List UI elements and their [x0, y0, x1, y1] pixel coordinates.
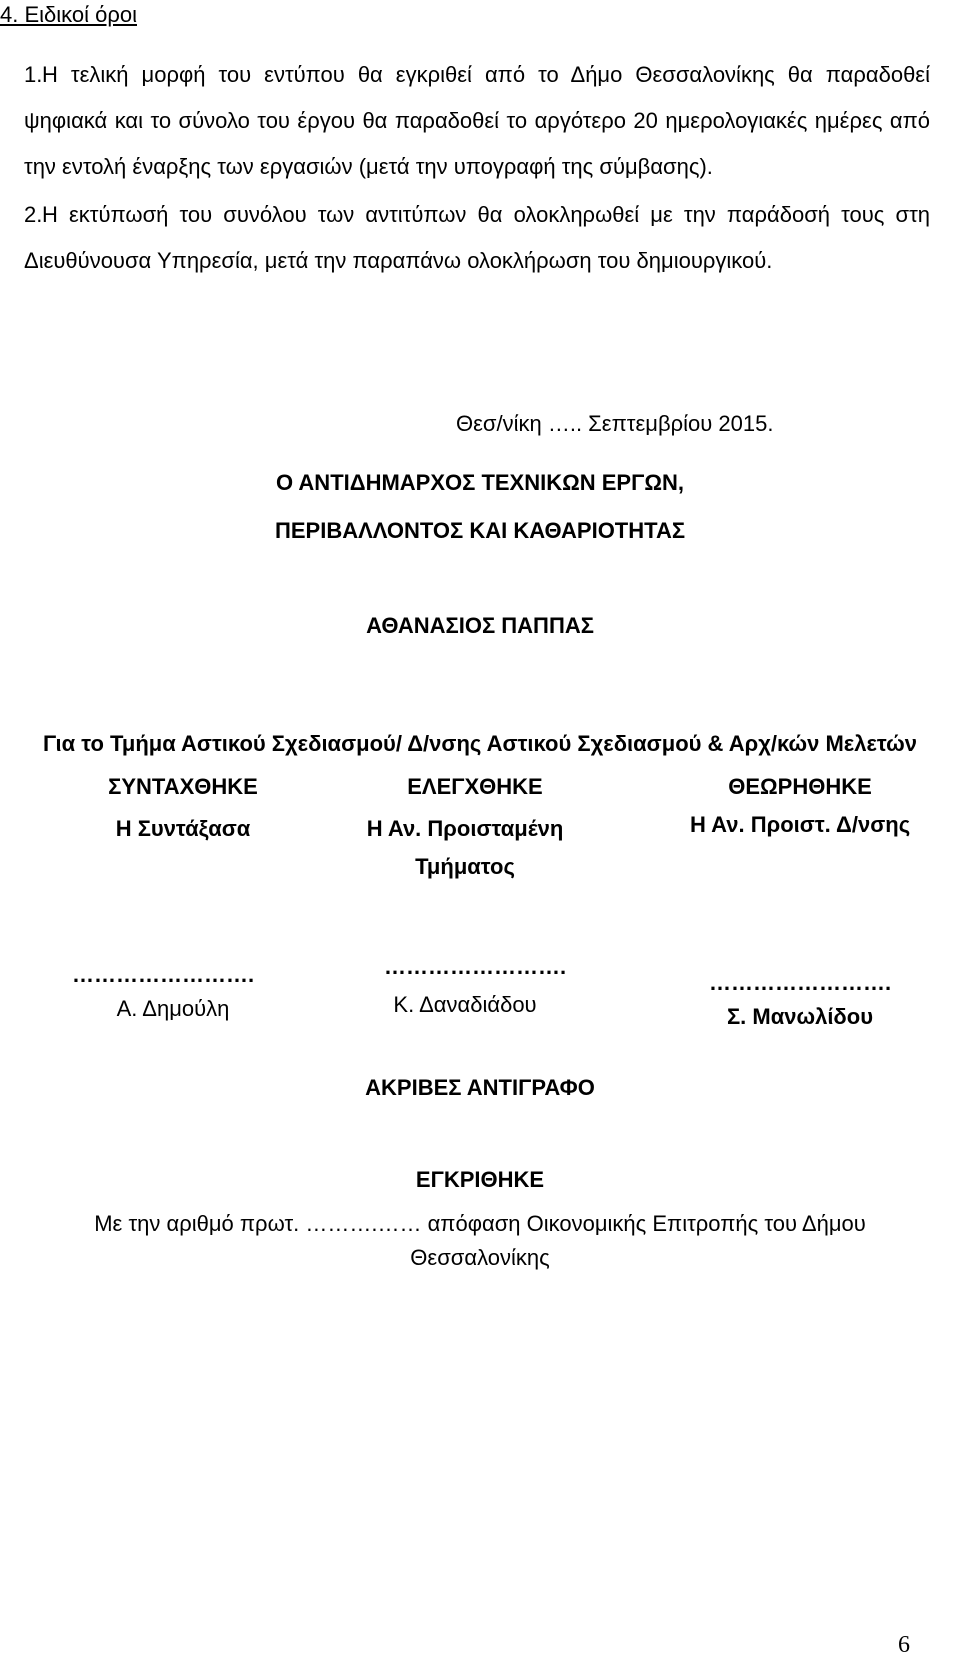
- page-number: 6: [898, 1632, 910, 1658]
- signature-dots: …………………….: [71, 962, 255, 987]
- term-1: [24, 52, 930, 190]
- signature-status: ΕΛΕΓΧΘΗΚΕ: [407, 774, 543, 799]
- signature-status: ΘΕΩΡΗΘΗΚΕ: [728, 774, 872, 799]
- signature-dots: …………………….: [383, 954, 567, 979]
- signature-role: Η Αν. Προιστ. Δ/νσης: [690, 812, 911, 837]
- signature-role-line2: Τμήματος: [415, 854, 515, 879]
- term-1-number: 1.: [24, 62, 43, 87]
- signature-status: ΣΥΝΤΑΧΘΗΚΕ: [108, 774, 258, 799]
- signature-dots: …………………….: [708, 970, 892, 995]
- date-line: Θεσ/νίκη ….. Σεπτεμβρίου 2015.: [456, 411, 774, 436]
- approved-label: ΕΓΚΡΙΘΗΚΕ: [415, 1167, 545, 1192]
- term-2-number: 2.: [24, 202, 43, 227]
- deputy-name: ΑΘΑΝΑΣΙΟΣ ΠΑΠΠΑΣ: [366, 613, 594, 638]
- term-2: [24, 192, 930, 284]
- deputy-title-line2: ΠΕΡΙΒΑΛΛΟΝΤΟΣ ΚΑΙ ΚΑΘΑΡΙΟΤΗΤΑΣ: [274, 518, 686, 543]
- signature-role: Η Αν. Προισταμένη: [366, 816, 564, 841]
- signature-name: Σ. Μανωλίδου: [726, 1004, 874, 1029]
- signature-role: Η Συντάξασα: [115, 816, 251, 841]
- signature-name: Κ. Δαναδιάδου: [393, 992, 537, 1017]
- section-heading: 4. Ειδικοί όροι: [0, 2, 137, 27]
- term-1-text: Η τελική μορφή του εντύπου θα εγκριθεί από το Δήμο Θεσσαλονίκης θα παραδοθεί ψηφιακά και το σύνολο του έργου θα παραδοθεί το αργότερο 20 ημερολογιακές ημέρες από την εντολή έναρξης των εργασιών (μετά την υπογραφή της σύμβασης).: [24, 62, 930, 179]
- exact-copy-label: ΑΚΡΙΒΕΣ ΑΝΤΙΓΡΑΦΟ: [365, 1075, 595, 1100]
- term-2-text: Η εκτύπωσή του συνόλου των αντιτύπων θα ολοκληρωθεί με την παράδοσή τους στη Διευθύνουσα Υπηρεσία, μετά την παραπάνω ολοκλήρωση του δημιουργικού.: [24, 202, 930, 273]
- deputy-title-line1: Ο ΑΝΤΙΔΗΜΑΡΧΟΣ ΤΕΧΝΙΚΩΝ ΕΡΓΩΝ,: [276, 470, 684, 495]
- department-line: Για το Τμήμα Αστικού Σχεδιασμού/ Δ/νσης Αστικού Σχεδιασμού & Αρχ/κών Μελετών: [43, 731, 917, 756]
- signature-name: Α. Δημούλη: [116, 996, 230, 1021]
- approval-text: Με την αριθμό πρωτ. ……….…… απόφαση Οικονομικής Επιτροπής του Δήμου Θεσσαλονίκης: [94, 1211, 866, 1270]
